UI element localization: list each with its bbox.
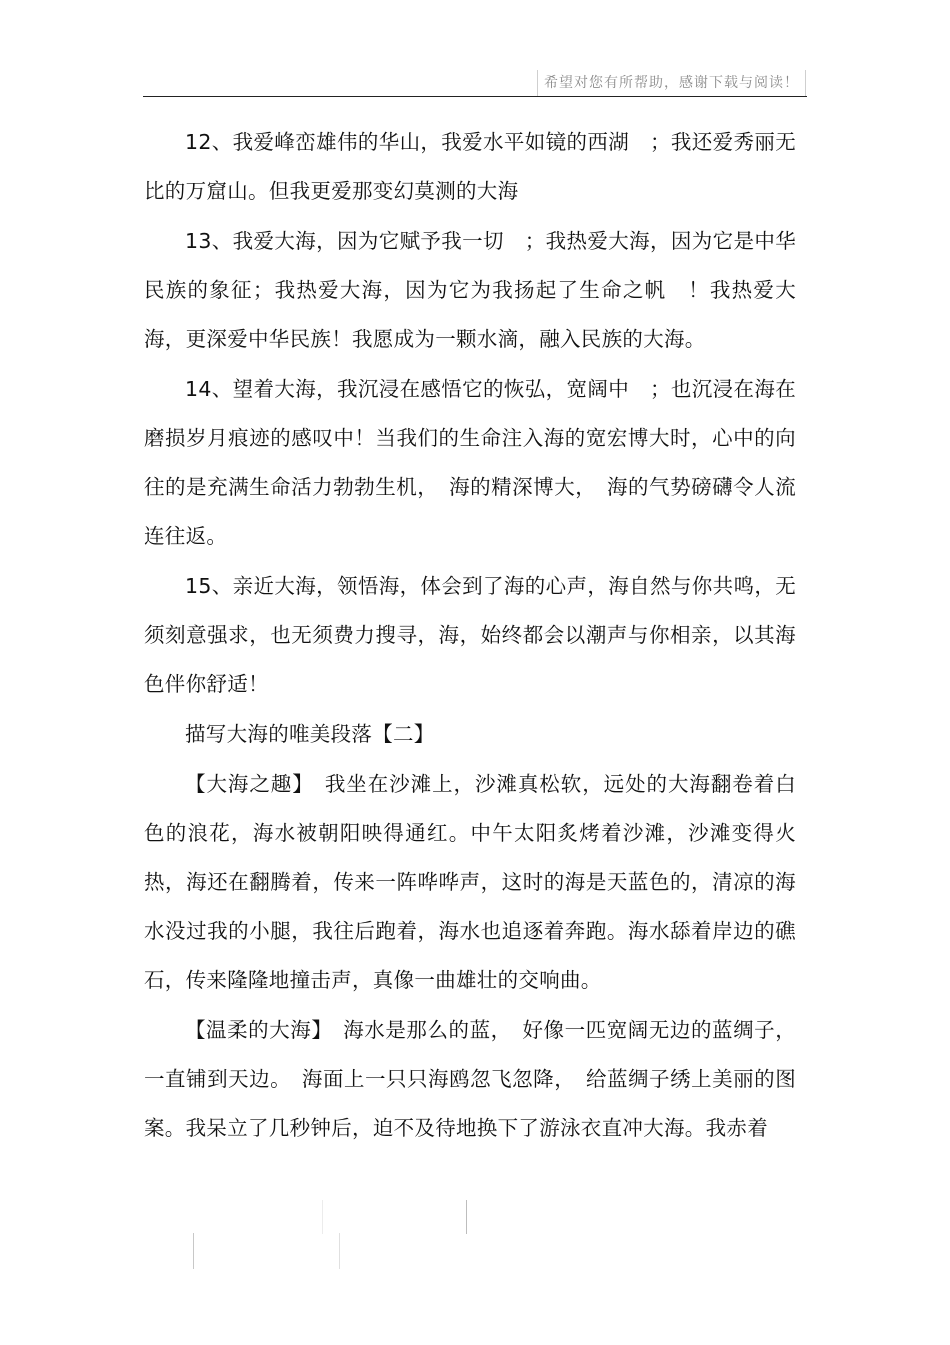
paragraph-sea-fun: 【大海之趣】 我坐在沙滩上，沙滩真松软，远处的大海翻卷着白色的浪花，海水被朝阳映得通红。中午太阳炙烤着沙滩，沙滩变得火热，海还在翻腾着，传来一阵哗哗声，这时的海是天蓝色的，清凉的海水没过我的小腿，我往后跑着，海水也追逐着奔跑。海水舔着岸边的礁石，传来隆隆地撞击声，真像一曲雄壮的交响曲。 bbox=[144, 772, 796, 992]
paragraph-14: 14、望着大海，我沉浸在感悟它的恢弘，宽阔中 ；也沉浸在海在磨损岁月痕迹的感叹中！当我们的生命注入海的宽宏博大时，心中的向往的是充满生命活力勃勃生机， 海的精深博大， 海的气势磅礴令人流连往返。 bbox=[144, 377, 796, 548]
scan-mark bbox=[322, 1200, 323, 1234]
paragraph-15: 15、亲近大海，领悟海，体会到了海的心声，海自然与你共鸣，无须刻意强求，也无须费力搜寻，海，始终都会以潮声与你相亲，以其海色伴你舒适！ bbox=[144, 574, 796, 696]
scan-mark bbox=[339, 1233, 340, 1269]
scan-mark bbox=[466, 1200, 467, 1234]
paragraph-gentle-sea: 【温柔的大海】 海水是那么的蓝， 好像一匹宽阔无边的蓝绸子，一直铺到天边。 海面上一只只海鸥忽飞忽降， 给蓝绸子绣上美丽的图案。我呆立了几秒钟后，迫不及待地换下了游泳衣直冲大海。我赤着 bbox=[144, 1018, 796, 1140]
scan-mark bbox=[193, 1233, 194, 1269]
header-divider bbox=[143, 96, 807, 97]
section-heading: 描写大海的唯美段落【二】 bbox=[185, 722, 435, 746]
document-body bbox=[144, 118, 796, 1154]
paragraph-13: 13、我爱大海，因为它赋予我一切 ；我热爱大海，因为它是中华民族的象征；我热爱大海，因为它为我扬起了生命之帆 ！我热爱大海，更深爱中华民族！我愿成为一颗水滴，融入民族的大海。 bbox=[144, 229, 796, 351]
paragraph-12: 12、我爱峰峦雄伟的华山，我爱水平如镜的西湖 ；我还爱秀丽无比的万窟山。但我更爱那变幻莫测的大海 bbox=[144, 130, 796, 203]
header-note: 希望对您有所帮助，感谢下载与阅读！ bbox=[537, 70, 806, 96]
